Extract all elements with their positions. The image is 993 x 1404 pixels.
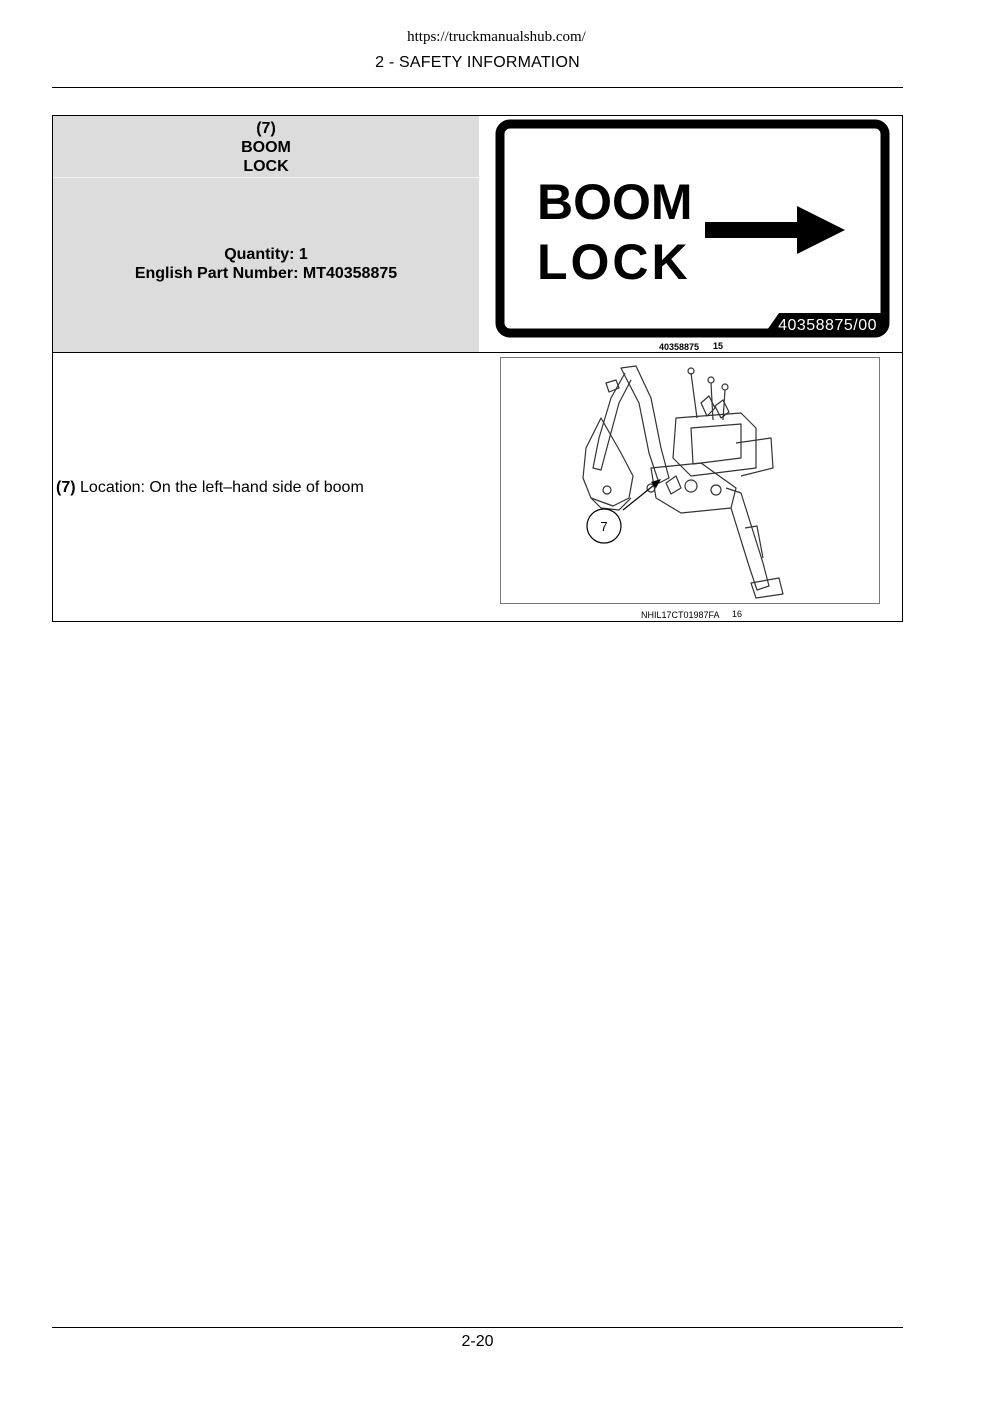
source-url: https://truckmanualshub.com/ xyxy=(407,29,586,45)
decal-image-seq: 15 xyxy=(713,341,724,351)
backhoe-illustration xyxy=(501,358,879,603)
header-rule xyxy=(52,87,903,88)
decal-sign-line2: LOCK xyxy=(537,234,691,290)
location-row xyxy=(53,353,902,621)
decal-title-line1: BOOM xyxy=(241,139,291,156)
callout-number: 7 xyxy=(600,519,608,534)
part-number-value: MT40358875 xyxy=(302,265,398,282)
backhoe-illustration-frame xyxy=(500,357,880,604)
decal-image-id: 40358875 xyxy=(659,342,700,352)
location-image-id: NHIL17CT01987FA xyxy=(641,610,720,620)
decal-title-cell xyxy=(53,116,479,178)
quantity-value: 1 xyxy=(298,246,308,263)
decal-title-line2: LOCK xyxy=(243,158,289,175)
decal-sign-line1: BOOM xyxy=(537,174,693,230)
quantity-line xyxy=(53,245,479,264)
location-ref: (7) xyxy=(56,479,76,496)
decal-sign-code: 40358875/00 xyxy=(778,317,877,334)
decal-number: (7) xyxy=(256,120,276,137)
part-number-line xyxy=(53,264,479,283)
location-text xyxy=(56,479,476,497)
section-title: 2 - SAFETY INFORMATION xyxy=(375,54,580,71)
decal-image-cell xyxy=(479,116,902,352)
quantity-label: Quantity: xyxy=(224,246,295,263)
decal-table xyxy=(52,115,903,622)
boom-lock-decal xyxy=(479,116,902,352)
part-number-label: English Part Number: xyxy=(134,265,299,282)
decal-row xyxy=(53,116,902,353)
footer-rule xyxy=(52,1327,903,1328)
location-description: Location: On the left–hand side of boom xyxy=(80,479,364,496)
decal-info-cell xyxy=(53,245,479,283)
page-number: 2-20 xyxy=(461,1333,494,1350)
location-image-seq: 16 xyxy=(732,609,743,619)
